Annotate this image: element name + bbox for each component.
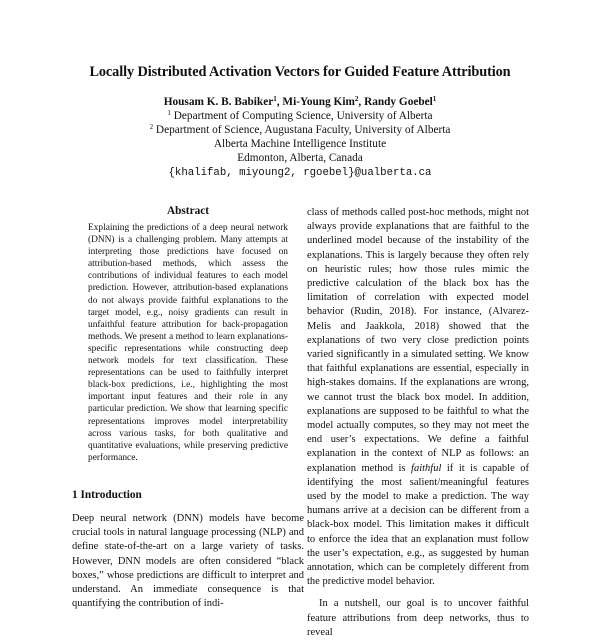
author-separator: ,	[358, 96, 365, 108]
affiliation-line	[0, 124, 600, 136]
affiliation-text: Department of Science, Augustana Faculty, University of Alberta	[155, 124, 451, 136]
body-paragraph: In a nutshell, our goal is to uncover faithful feature attributions from deep networks, thus to reveal	[307, 598, 529, 638]
emphasis-term: faithful	[411, 462, 442, 474]
author-separator: ,	[276, 96, 283, 108]
abstract-text: Explaining the predictions of a deep neural network (DNN) is a challenging problem. Many attempts at interpreting those predictions have focused on attribution-based methods, which assess the contributions of individual features to each model prediction. However, attribution-based explanations do not always provide faithful explanations to the target model, e.g., noisy gradients can result in unfaithful feature attribution for back-propagation methods. We present a method to learn explanations-specific representations while constructing deep network models for text classification. These representations can be used to faithfully interpret black-box predictions, i.e., highlighting the most important input features and their role in any particular prediction. We show that learning specific representations improves model interpretability across various tasks, for both qualitative and quantitative evaluations, while preserving predictive performance.	[88, 223, 288, 463]
author-name: Housam K. B. Babiker	[163, 96, 274, 108]
abstract-heading: Abstract	[166, 205, 210, 217]
affiliation-mark: 2	[149, 123, 154, 131]
author-emails: {khalifab, miyoung2, rgoebel}@ualberta.ca	[168, 167, 432, 179]
author-name: Mi-Young Kim	[282, 96, 355, 108]
body-text: if it is capable of identifying the most salient/meaningful features used by the model to make a prediction. The way humans arrive at a decision can be different from a black-box model. This limitation makes it difficult to enforce the idea that an explanation must follow the user’s expectation, e.g., as suggested by human annotation, which can be completely different from the predictive model behavior.	[307, 462, 530, 588]
right-column	[307, 206, 529, 640]
introduction-heading: 1 Introduction	[72, 489, 142, 501]
introduction-paragraph: Deep neural network (DNN) models have become crucial tools in natural language processing (NLP) and define state-of-the-art on a large variety of tasks. However, DNN models are often considered “black boxes,” whose predictions are difficult to interpret and understand. An immediate consequence is that quantifying the contribution of indi-	[72, 513, 304, 610]
paper-title: Locally Distributed Activation Vectors for Guided Feature Attribution	[89, 64, 511, 80]
author-affiliation-mark: 1	[273, 95, 277, 103]
author-affiliation-mark: 1	[432, 95, 437, 103]
body-text: class of methods called post-hoc methods, might not always provide explanations that are faithful to the underlined model because of the instability of the explanations. This is largely because they often rely on heuristic rules; how those rules mimic the predictive calculation of the black box has the limitation of correlation with expected model behavior (Rudin, 2018). For instance, (Alvarez-Melis and Jaakkola, 2018) showed that the explanations of two very close prediction points varied significantly in a simulated setting. We know that faithful explanations are essential, especially in high-stakes domains. If the explanations are wrong, we cannot trust the black box model. In addition, explanations are supposed to be faithful to what the model actually computes, so they may not meet the end user’s expectations. We define a faithful explanation in the context of NLP as follows: an explanation method is	[307, 207, 529, 474]
author-name: Randy Goebel	[364, 96, 433, 108]
author-list	[0, 96, 600, 108]
affiliation-line: Alberta Machine Intelligence Institute	[213, 138, 387, 150]
affiliation-mark: 1	[167, 109, 171, 117]
body-paragraph	[307, 206, 529, 589]
affiliation-line: Edmonton, Alberta, Canada	[237, 152, 363, 164]
affiliation-line	[0, 110, 600, 122]
affiliation-text: Department of Computing Science, University of Alberta	[173, 110, 433, 122]
author-affiliation-mark: 2	[354, 95, 359, 103]
